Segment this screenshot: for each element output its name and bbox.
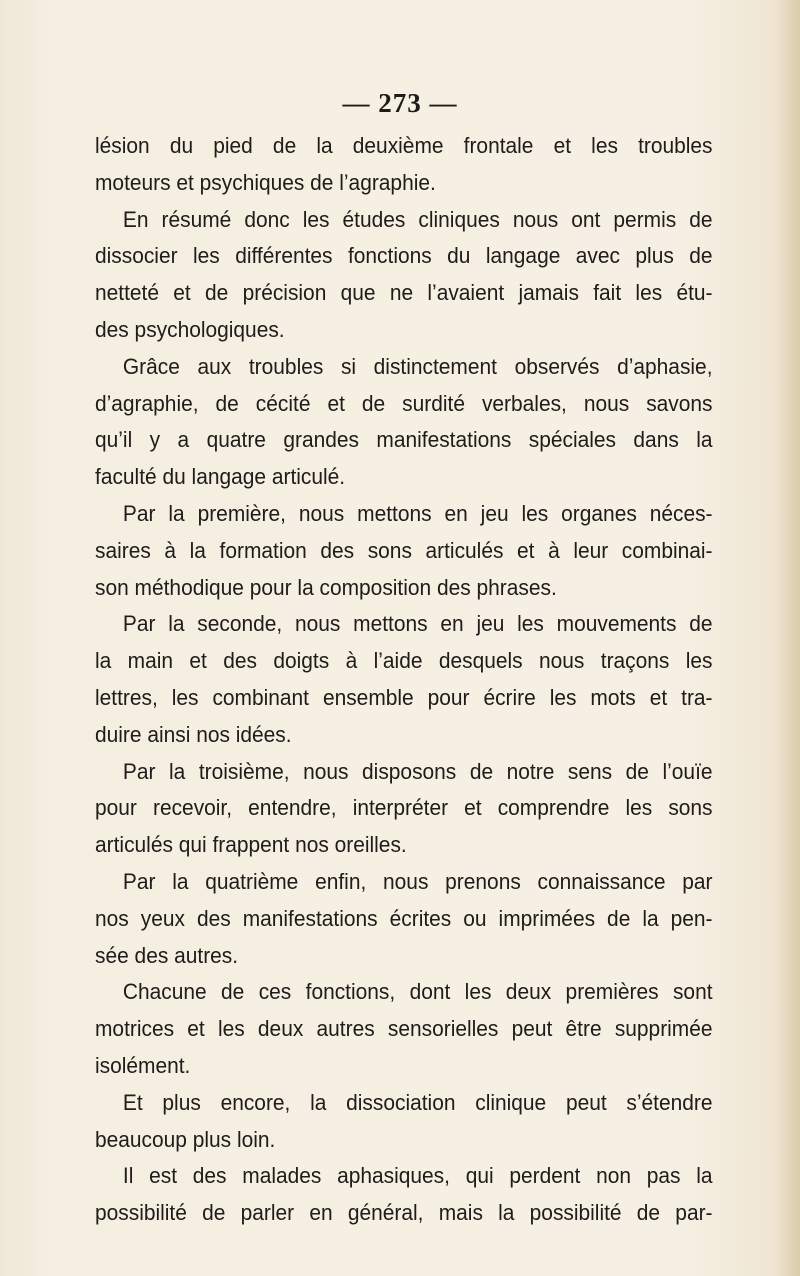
text-line: sée des autres.	[95, 942, 239, 968]
text-line: d’agraphie, de cécité et de surdité verbales, nous savons	[95, 390, 713, 416]
text-line: pour recevoir, entendre, interpréter et comprendre les sons	[95, 795, 713, 821]
text-line: faculté du langage articulé.	[95, 464, 346, 490]
text-line: Il est des malades aphasiques, qui perdent non pas la	[122, 1163, 713, 1189]
text-line: dissocier les différentes fonctions du langage avec plus de	[95, 243, 713, 269]
text-line: Par la troisième, nous disposons de notre sens de l’ouïe	[122, 758, 713, 784]
text-line: Par la quatrième enfin, nous prenons connaissance par	[122, 868, 713, 894]
text-line: beaucoup plus loin.	[95, 1126, 276, 1152]
text-line: la main et des doigts à l’aide desquels nous traçons les	[95, 648, 713, 674]
text-line: motrices et les deux autres sensorielles peut être supprimée	[95, 1016, 713, 1042]
text-line: duire ainsi nos idées.	[95, 721, 292, 747]
text-line: des psychologiques.	[95, 316, 285, 342]
text-line: En résumé donc les études cliniques nous ont permis de	[122, 206, 713, 232]
text-line: lettres, les combinant ensemble pour écrire les mots et tra-	[95, 684, 713, 710]
text-line: possibilité de parler en général, mais la possibilité de par-	[95, 1200, 713, 1226]
page-number: — 273 —	[342, 88, 458, 118]
text-line: Grâce aux troubles si distinctement observés d’aphasie,	[122, 353, 713, 379]
text-line: Par la première, nous mettons en jeu les organes néces-	[122, 500, 713, 526]
text-line: nos yeux des manifestations écrites ou imprimées de la pen-	[95, 905, 713, 931]
text-line: saires à la formation des sons articulés et à leur combinai-	[95, 537, 713, 563]
text-line: lésion du pied de la deuxième frontale et les troubles	[95, 133, 713, 158]
text-line: moteurs et psychiques de l’agraphie.	[95, 169, 436, 195]
page-edge-shadow	[778, 0, 800, 1276]
text-line: articulés qui frappent nos oreilles.	[95, 832, 407, 858]
text-line: qu’il y a quatre grandes manifestations spéciales dans la	[95, 427, 713, 453]
body-text	[95, 128, 713, 1232]
text-line: son méthodique pour la composition des phrases.	[95, 574, 557, 600]
text-line: netteté et de précision que ne l’avaient jamais fait les étu-	[95, 280, 713, 306]
text-line: Chacune de ces fonctions, dont les deux premières sont	[122, 979, 713, 1005]
text-line: Et plus encore, la dissociation clinique peut s’étendre	[122, 1089, 713, 1115]
text-line: Par la seconde, nous mettons en jeu les mouvements de	[122, 611, 713, 637]
text-line: isolément.	[95, 1052, 191, 1078]
